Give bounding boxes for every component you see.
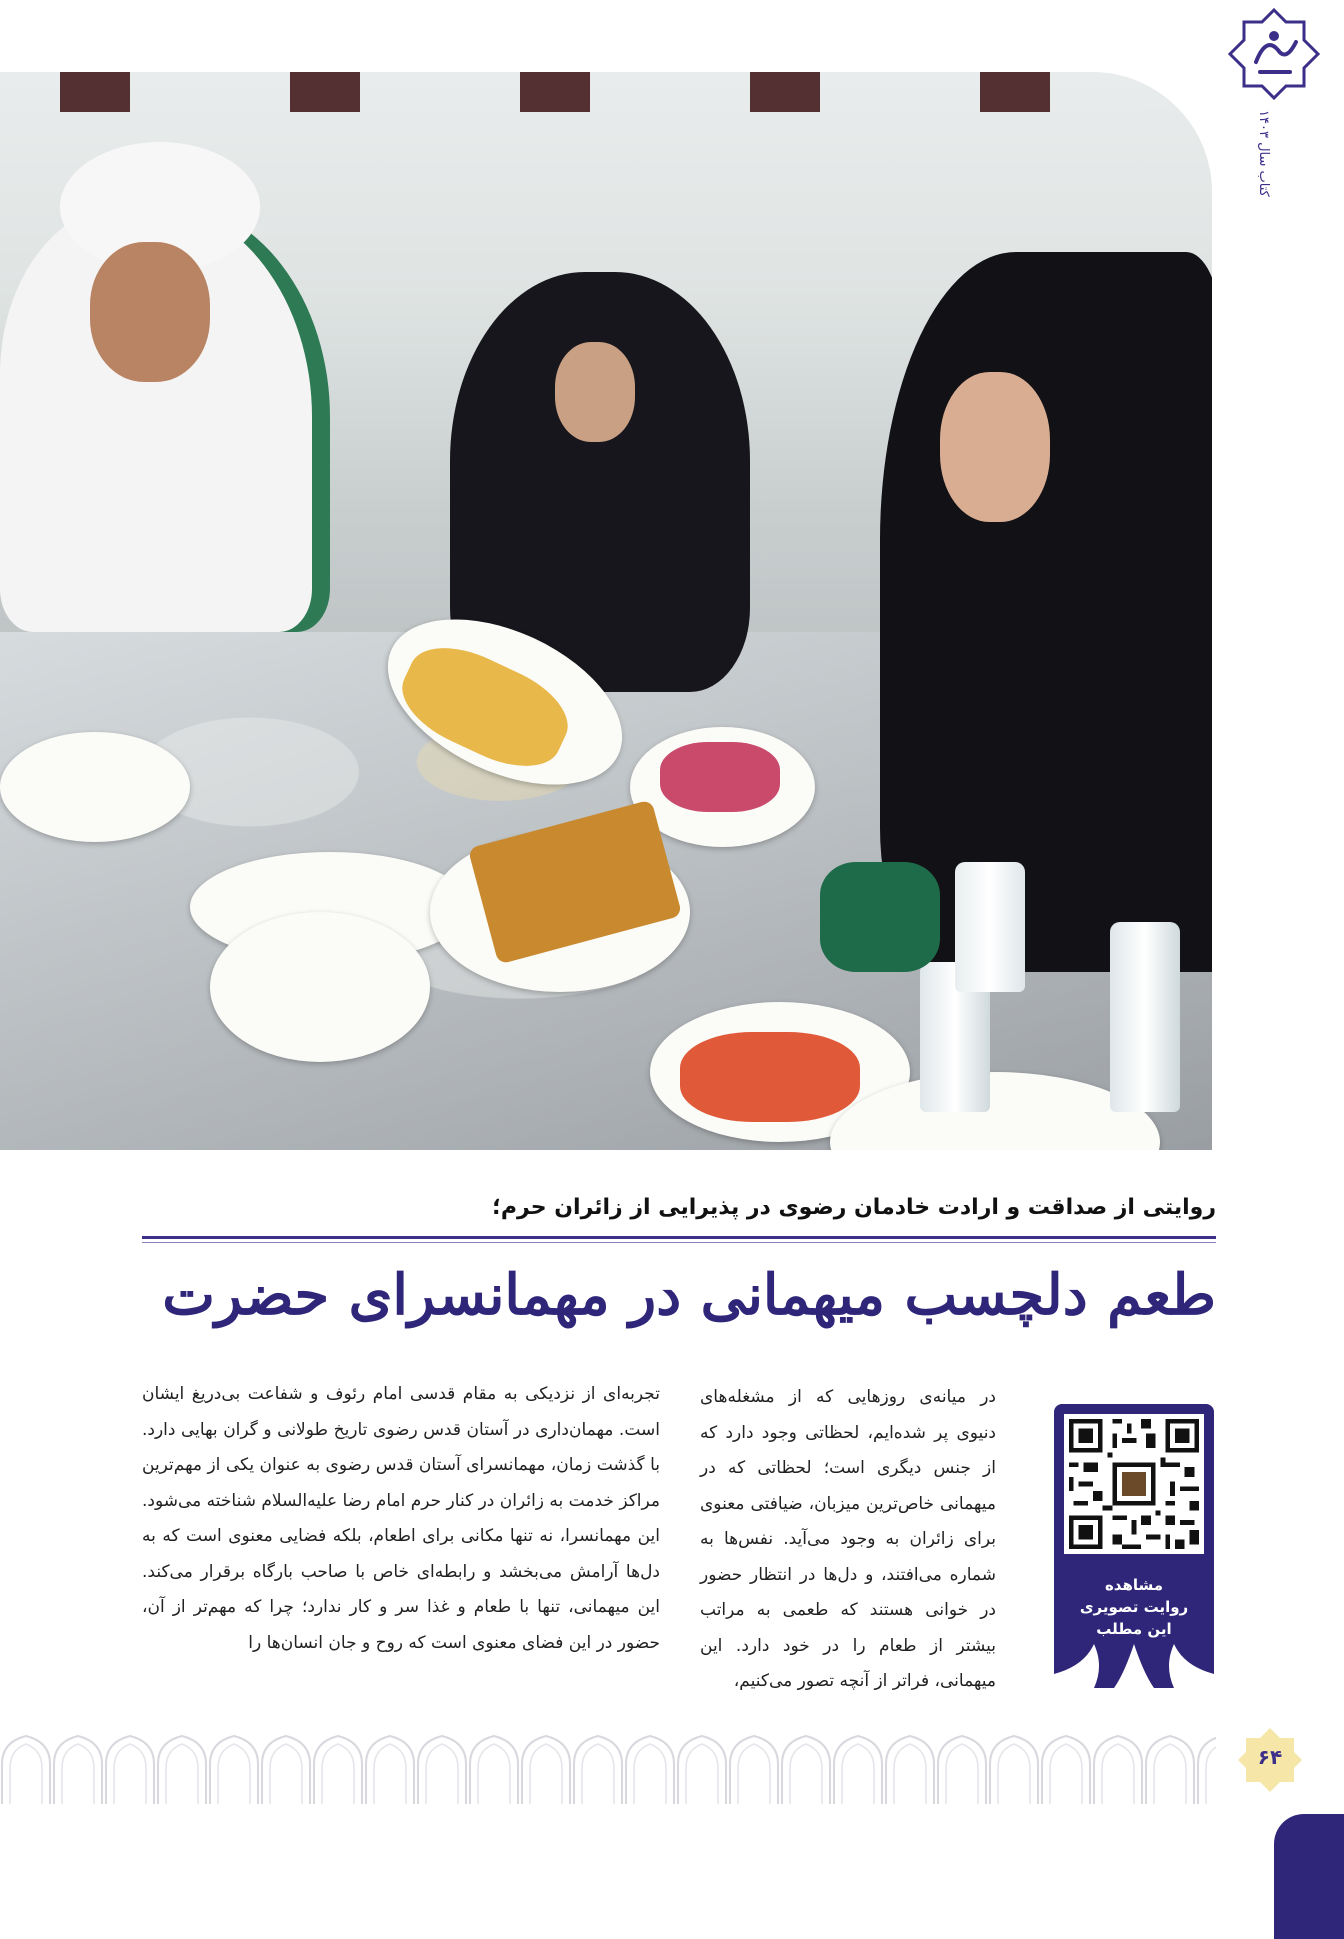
plate [210,912,430,1062]
water-bottle [1110,922,1180,1112]
pilgrim-figure-right [880,252,1212,972]
qr-code-icon[interactable] [1064,1414,1204,1554]
page-number: ۶۴ [1257,1745,1283,1769]
footer-ornament-icon [0,1734,1216,1806]
article-title: طعم دلچسب میهمانی در مهمانسرای حضرت [162,1262,1216,1328]
milk-bottle [955,862,1025,992]
article-kicker: روایتی از صداقت و ارادت خادمان رضوی در پذیرایی از زائران حرم؛ [492,1195,1216,1220]
side-label: کتاب سال ۱۴۰۳ [1256,110,1271,197]
page-edge-tab [1274,1814,1344,1939]
article-column-left: تجربه‌ای از نزدیکی به مقام قدسی امام رئوف و شفاعت بی‌دریغ ایشان است. مهمان‌داری در آستان قدس رضوی تاریخ طولانی و گران بهایی دارد. با گذشت زمان، مهمانسرای آستان قدس رضوی به عنوان یکی از مهم‌ترین مراکز خدمت به زائران در کنار حرم امام رضا علیه‌السلام شناخته می‌شود. این مهمانسرا، نه تنها مکانی برای اطعام، بلکه فضایی معنوی است که به دل‌ها آرامش می‌بخشد و رابطه‌ای خاص با صاحب بارگاه برقرار می‌کند. این میهمانی، تنها با طعام و غذا سر و کار ندارد؛ چرا که مهم‌تر از آن، حضور در این فضای معنوی است که روح و جان انسان‌ها را [142,1384,660,1653]
salad [660,742,780,812]
magazine-logo-icon [1226,6,1322,102]
qr-caption: مشاهده روایت تصویری این مطلب [1079,1576,1189,1638]
hero-photo [0,72,1212,1150]
salad [680,1032,860,1122]
plate [0,732,190,842]
article-column-right: در میانه‌ی روزهایی که از مشغله‌های دنیوی پر شده‌ایم، لحظاتی وجود دارد که از جنس دیگری است؛ لحظاتی که در میهمانی خاص‌ترین میزبان، ضیافتی معنوی برای زائران به وجود می‌آید. نفس‌ها به شماره می‌افتند، و دل‌ها در انتظار حضور در خوانی هستند که طعمی به مراتب بیشتر از طعام را در خود دارد. این میهمانی، فراتر از آنچه تصور می‌کنیم، [700,1387,996,1691]
server-face [90,242,210,382]
divider [142,1242,1216,1243]
napkin-green [820,862,940,972]
ornament-pattern-icon [1054,1644,1214,1688]
qr-panel[interactable] [1054,1404,1214,1688]
divider [142,1236,1216,1239]
hanging-banners [60,72,1060,112]
